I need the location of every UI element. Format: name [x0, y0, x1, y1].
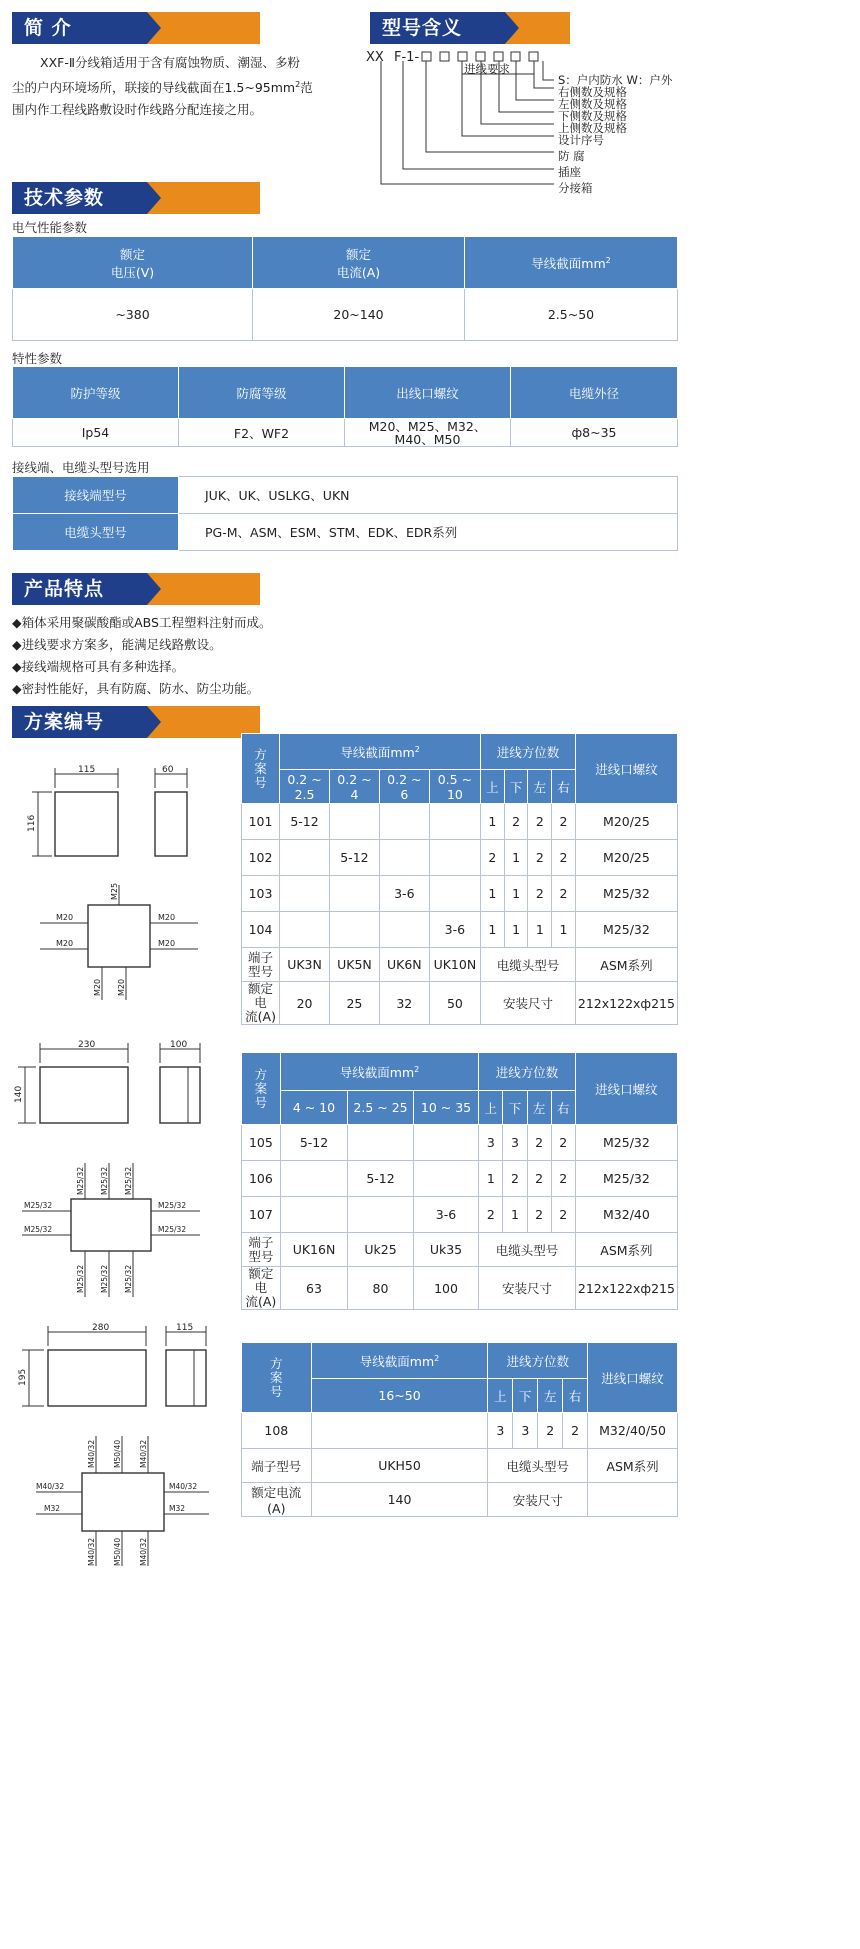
header-text: 额定	[345, 246, 371, 262]
wire-section-header	[280, 734, 481, 770]
section-bar-accent	[147, 12, 260, 44]
scheme-no: 102	[242, 840, 280, 876]
scheme-no: 101	[242, 804, 280, 840]
cell: 5-12	[280, 804, 330, 840]
header-text: 导线截面mm	[359, 1353, 435, 1369]
header-cell: 防腐等级	[179, 367, 345, 419]
port-label: M25/32	[76, 1166, 85, 1195]
model-code-diagram	[366, 44, 696, 200]
port-label: M20	[158, 913, 176, 922]
port-label: M20	[56, 939, 74, 948]
cell: M20/25	[575, 804, 677, 840]
wire-col-header: 16~50	[311, 1379, 488, 1413]
model-code-rest: F-1-	[394, 50, 420, 65]
cell	[379, 804, 429, 840]
cell	[311, 1413, 488, 1449]
dir-col-header: 上	[481, 770, 505, 804]
header-text: 案	[270, 1369, 283, 1385]
dir-col-header: 右	[551, 1091, 575, 1125]
cell: M25/32	[575, 912, 677, 948]
model-label: 下侧数及规格	[558, 109, 627, 123]
electrical-title: 电气性能参数	[12, 220, 88, 235]
header-text: 号	[254, 774, 267, 790]
wire-col-header: 10 ~ 35	[413, 1091, 478, 1125]
superscript: 2	[414, 1064, 420, 1074]
scheme-no: 103	[242, 876, 280, 912]
header-text: 号	[270, 1383, 283, 1399]
cell: 电缆头型号	[488, 1449, 588, 1483]
scheme-table-2	[241, 1052, 678, 1310]
inlet-requirement-label: 进线要求	[464, 62, 510, 76]
section-header-features	[12, 573, 260, 605]
header-text: 号	[254, 1094, 268, 1110]
cell	[280, 1197, 348, 1233]
cell	[429, 876, 480, 912]
section-bar-accent	[147, 182, 260, 214]
cell: 1	[504, 912, 528, 948]
cell: 3	[503, 1125, 527, 1161]
value-cell	[345, 419, 511, 447]
model-label: 防 腐	[558, 149, 585, 163]
cell: M25/32	[575, 876, 677, 912]
table-row	[242, 1267, 678, 1310]
cell	[280, 876, 330, 912]
value-cell: ~380	[13, 289, 253, 341]
cell: 2	[551, 1161, 575, 1197]
dir-col-header: 上	[479, 1091, 503, 1125]
electrical-table	[12, 236, 678, 341]
cell: 1	[528, 912, 552, 948]
thread-header: 进线口螺纹	[575, 1053, 677, 1125]
scheme-no: 104	[242, 912, 280, 948]
header-cell: 电缆头型号	[13, 514, 179, 551]
cell: 20	[280, 982, 330, 1025]
intro-line	[12, 74, 342, 99]
cell: 2	[552, 876, 576, 912]
scheme-no: 106	[242, 1161, 281, 1197]
value-cell: JUK、UK、USLKG、UKN	[179, 477, 678, 514]
label-text: 型号	[248, 963, 274, 979]
cell: M32/40	[575, 1197, 677, 1233]
label-text: 型号	[248, 1248, 274, 1264]
dir-col-header: 左	[528, 770, 552, 804]
section-header-tech	[12, 182, 260, 214]
scheme-no: 107	[242, 1197, 281, 1233]
label-text: 端子	[248, 1234, 274, 1250]
term-label: 端子型号	[242, 1449, 312, 1483]
feature-item: ◆密封性能好，具有防腐、防水、防尘功能。	[12, 681, 260, 696]
cell: 5-12	[280, 1125, 348, 1161]
dimension-depth: 115	[176, 1323, 194, 1333]
terminal-table	[12, 476, 678, 551]
section-title: 型号含义	[370, 12, 505, 44]
header-cell	[13, 237, 253, 289]
cell: M25/32	[575, 1161, 677, 1197]
port-label: M20	[56, 913, 74, 922]
port-label: M40/32	[169, 1482, 198, 1491]
cell	[329, 804, 379, 840]
header-text: 额定	[119, 246, 145, 262]
feature-item: ◆接线端规格可具有多种选择。	[12, 659, 185, 674]
dimension-depth: 60	[162, 765, 174, 775]
cell: 2	[551, 1197, 575, 1233]
direction-header: 进线方位数	[481, 734, 576, 770]
port-label: M20	[93, 978, 102, 996]
direction-header: 进线方位数	[488, 1343, 588, 1379]
cell: 2	[527, 1125, 551, 1161]
header-text: 方	[254, 746, 267, 762]
dir-col-header: 左	[527, 1091, 551, 1125]
cell: M20/25	[575, 840, 677, 876]
cell: 1	[552, 912, 576, 948]
cell: 100	[413, 1267, 478, 1310]
cell: UK16N	[280, 1233, 348, 1267]
cell: 3	[513, 1413, 538, 1449]
port-label: M40/32	[36, 1482, 65, 1491]
value-cell: PG-M、ASM、ESM、STM、EDK、EDR系列	[179, 514, 678, 551]
port-label: M25/32	[24, 1225, 53, 1234]
cell: ASM系列	[575, 1233, 677, 1267]
cell: 安装尺寸	[481, 982, 576, 1025]
cell: 1	[479, 1161, 503, 1197]
dimension-height: 140	[14, 1085, 24, 1103]
scheme-no: 105	[242, 1125, 281, 1161]
dimension-width: 230	[78, 1040, 96, 1050]
port-label: M25/32	[100, 1264, 109, 1293]
cell: 212x122xф215	[575, 1267, 677, 1310]
cell	[280, 912, 330, 948]
header-cell	[465, 237, 678, 289]
cell: 电缆头型号	[481, 948, 576, 982]
intro-text: 尘的户内环境场所，联接的导线截面在1.5~95mm	[12, 80, 296, 96]
cell	[379, 840, 429, 876]
cell	[280, 840, 330, 876]
cell: 50	[429, 982, 480, 1025]
cell: 2	[528, 804, 552, 840]
cell: 2	[504, 804, 528, 840]
cell: 1	[504, 840, 528, 876]
table-row	[242, 1413, 678, 1449]
dir-col-header: 右	[563, 1379, 588, 1413]
table-row	[242, 876, 678, 912]
current-label	[242, 982, 280, 1025]
cell: 2	[563, 1413, 588, 1449]
scheme-no-header	[242, 734, 280, 804]
cell: 2	[538, 1413, 563, 1449]
port-label: M25/32	[158, 1201, 187, 1210]
cell: 3-6	[413, 1197, 478, 1233]
model-label: 设计序号	[558, 133, 604, 147]
cell: 2	[552, 804, 576, 840]
port-label: M25/32	[24, 1201, 53, 1210]
section-title: 简 介	[12, 12, 147, 44]
value-cell: Ip54	[13, 419, 179, 447]
section-title: 产品特点	[12, 573, 147, 605]
current-label	[242, 1267, 281, 1310]
cell: UK10N	[429, 948, 480, 982]
cell: 安装尺寸	[479, 1267, 576, 1310]
cell: 2	[552, 840, 576, 876]
cell	[329, 912, 379, 948]
terminal-title: 接线端、电缆头型号选用	[12, 460, 150, 475]
cell	[329, 876, 379, 912]
model-label: 右侧数及规格	[558, 85, 627, 99]
term-label	[242, 948, 280, 982]
cell: Uk35	[413, 1233, 478, 1267]
model-label: S：户内防水 W：户外	[558, 73, 673, 87]
model-label: 分接箱	[558, 181, 593, 195]
section-header-intro	[12, 12, 260, 44]
port-label: M25/32	[76, 1264, 85, 1293]
header-cell	[253, 237, 465, 289]
cell	[588, 1483, 678, 1517]
cell: 1	[481, 876, 505, 912]
table-row	[242, 1161, 678, 1197]
cell: Uk25	[348, 1233, 413, 1267]
port-label: M50/40	[113, 1439, 122, 1468]
header-cell: 防护等级	[13, 367, 179, 419]
port-label: M25	[110, 882, 119, 900]
intro-line: 围内作工程线路敷设时作线路分配连接之用。	[12, 102, 263, 118]
dir-col-header: 左	[538, 1379, 563, 1413]
enclosure-drawing-2	[8, 1035, 223, 1305]
port-label: M40/32	[87, 1537, 96, 1566]
feature-item: ◆箱体采用聚碳酸酯或ABS工程塑料注射而成。	[12, 615, 272, 630]
port-label: M25/32	[124, 1166, 133, 1195]
section-title: 技术参数	[12, 182, 147, 214]
value-cell: F2、WF2	[179, 419, 345, 447]
features-list	[12, 612, 271, 700]
wire-col-header: 0.2 ~ 2.5	[280, 770, 330, 804]
header-cell: 接线端型号	[13, 477, 179, 514]
table-row	[242, 1125, 678, 1161]
property-table	[12, 366, 678, 447]
dir-col-header: 下	[513, 1379, 538, 1413]
cell	[413, 1125, 478, 1161]
cell: 安装尺寸	[488, 1483, 588, 1517]
cell: 2	[528, 840, 552, 876]
wire-section-header	[311, 1343, 488, 1379]
value-text: M40、M50	[394, 431, 461, 447]
port-label: M32	[169, 1504, 186, 1513]
cell: 3	[488, 1413, 513, 1449]
cell: 32	[379, 982, 429, 1025]
scheme-table-1	[241, 733, 678, 1025]
thread-header: 进线口螺纹	[588, 1343, 678, 1413]
cell: 2	[481, 840, 505, 876]
scheme-no: 108	[242, 1413, 312, 1449]
dir-col-header: 下	[504, 770, 528, 804]
cell: 140	[311, 1483, 488, 1517]
table-row	[242, 840, 678, 876]
cell: ASM系列	[588, 1449, 678, 1483]
cell: 1	[481, 912, 505, 948]
table-row	[242, 1483, 678, 1517]
header-text: 电流(A)	[336, 264, 381, 280]
label-text: 额定电	[248, 981, 274, 1010]
dimension-width: 280	[92, 1323, 110, 1333]
table-row	[242, 982, 678, 1025]
wire-section-header	[280, 1053, 478, 1091]
dimension-height: 195	[18, 1368, 28, 1386]
value-cell: 2.5~50	[465, 289, 678, 341]
section-bar-accent	[147, 573, 260, 605]
cell: M32/40/50	[588, 1413, 678, 1449]
cell: 1	[481, 804, 505, 840]
dir-col-header: 下	[503, 1091, 527, 1125]
cell: 80	[348, 1267, 413, 1310]
header-text: 导线截面mm	[339, 1064, 415, 1080]
cell: 2	[528, 876, 552, 912]
cell: M25/32	[575, 1125, 677, 1161]
cell: 5-12	[329, 840, 379, 876]
thread-header: 进线口螺纹	[575, 734, 677, 804]
cell: 3-6	[379, 876, 429, 912]
model-label: 左侧数及规格	[558, 97, 627, 111]
table-row	[242, 1449, 678, 1483]
cell: 电缆头型号	[479, 1233, 576, 1267]
cell: UKH50	[311, 1449, 488, 1483]
cell: 5-12	[348, 1161, 413, 1197]
cell: ASM系列	[575, 948, 677, 982]
superscript: 2	[295, 80, 301, 89]
cell	[429, 840, 480, 876]
current-label: 额定电流(A)	[242, 1483, 312, 1517]
header-text: 案	[254, 1080, 268, 1096]
dimension-depth: 100	[170, 1040, 188, 1050]
port-label: M25/32	[124, 1264, 133, 1293]
label-text: 额定电	[248, 1266, 274, 1295]
wire-col-header: 0.5 ~ 10	[429, 770, 480, 804]
cell: 3-6	[429, 912, 480, 948]
table-row	[242, 1197, 678, 1233]
cell	[280, 1161, 348, 1197]
port-label: M40/32	[139, 1439, 148, 1468]
intro-text: 范	[300, 80, 313, 96]
port-label: M20	[117, 978, 126, 996]
header-text: 导线截面mm	[340, 744, 415, 760]
section-header-model	[370, 12, 570, 44]
value-cell: 20~140	[253, 289, 465, 341]
value-text: M20、M25、M32、	[368, 418, 487, 434]
cell: UK3N	[280, 948, 330, 982]
wire-col-header: 0.2 ~ 6	[379, 770, 429, 804]
cell: 2	[479, 1197, 503, 1233]
cell	[379, 912, 429, 948]
cell: 2	[503, 1161, 527, 1197]
port-label: M40/32	[139, 1537, 148, 1566]
section-title: 方案编号	[12, 706, 147, 738]
model-label: 上侧数及规格	[558, 121, 627, 135]
property-title: 特性参数	[12, 351, 63, 366]
cell	[348, 1125, 413, 1161]
cell: 2	[527, 1197, 551, 1233]
header-text: 方	[270, 1355, 283, 1371]
term-label	[242, 1233, 281, 1267]
port-label: M32	[44, 1504, 61, 1513]
wire-col-header: 0.2 ~ 4	[329, 770, 379, 804]
scheme-table-3	[241, 1342, 678, 1517]
cell: 2	[527, 1161, 551, 1197]
cell	[348, 1197, 413, 1233]
header-cell: 出线口螺纹	[345, 367, 511, 419]
header-text: 电压(V)	[110, 264, 155, 280]
scheme-no-header	[242, 1053, 281, 1125]
cell: 25	[329, 982, 379, 1025]
cell: 1	[504, 876, 528, 912]
wire-col-header: 4 ~ 10	[280, 1091, 348, 1125]
cell	[413, 1161, 478, 1197]
header-text: 案	[254, 760, 267, 776]
port-label: M25/32	[100, 1166, 109, 1195]
enclosure-drawing-1	[20, 760, 220, 1010]
model-code-xx: XX	[366, 50, 384, 65]
label-text: 流(A)	[245, 1294, 277, 1309]
header-text: 导线截面mm	[531, 255, 606, 271]
dir-col-header: 上	[488, 1379, 513, 1413]
dimension-height: 116	[27, 814, 37, 832]
intro-line: XXF-Ⅱ分线箱适用于含有腐蚀物质、潮湿、多粉	[40, 55, 300, 70]
enclosure-drawing-3	[14, 1318, 229, 1568]
dimension-width: 115	[78, 765, 96, 775]
header-cell: 电缆外径	[511, 367, 678, 419]
superscript: 2	[434, 1353, 440, 1363]
label-text: 端子	[248, 949, 274, 965]
dir-col-header: 右	[552, 770, 576, 804]
label-text: 流(A)	[245, 1009, 276, 1024]
table-row	[242, 912, 678, 948]
port-label: M40/32	[87, 1439, 96, 1468]
table-row	[242, 804, 678, 840]
cell: 1	[503, 1197, 527, 1233]
cell: 3	[479, 1125, 503, 1161]
port-label: M25/32	[158, 1225, 187, 1234]
direction-header: 进线方位数	[479, 1053, 576, 1091]
cell: UK5N	[329, 948, 379, 982]
model-label: 插座	[558, 165, 581, 179]
port-label: M20	[158, 939, 176, 948]
wire-col-header: 2.5 ~ 25	[348, 1091, 413, 1125]
scheme-no-header	[242, 1343, 312, 1413]
superscript: 2	[414, 744, 420, 754]
section-header-scheme	[12, 706, 260, 738]
feature-item: ◆进线要求方案多，能满足线路敷设。	[12, 637, 222, 652]
table-row	[242, 1233, 678, 1267]
header-text: 方	[254, 1066, 268, 1082]
port-label: M50/40	[113, 1537, 122, 1566]
intro-paragraph	[12, 52, 342, 121]
cell: 212x122xф215	[575, 982, 677, 1025]
superscript: 2	[605, 255, 611, 265]
cell: UK6N	[379, 948, 429, 982]
cell: 2	[551, 1125, 575, 1161]
table-row	[242, 948, 678, 982]
cell: 63	[280, 1267, 348, 1310]
cell	[429, 804, 480, 840]
value-cell: ф8~35	[511, 419, 678, 447]
